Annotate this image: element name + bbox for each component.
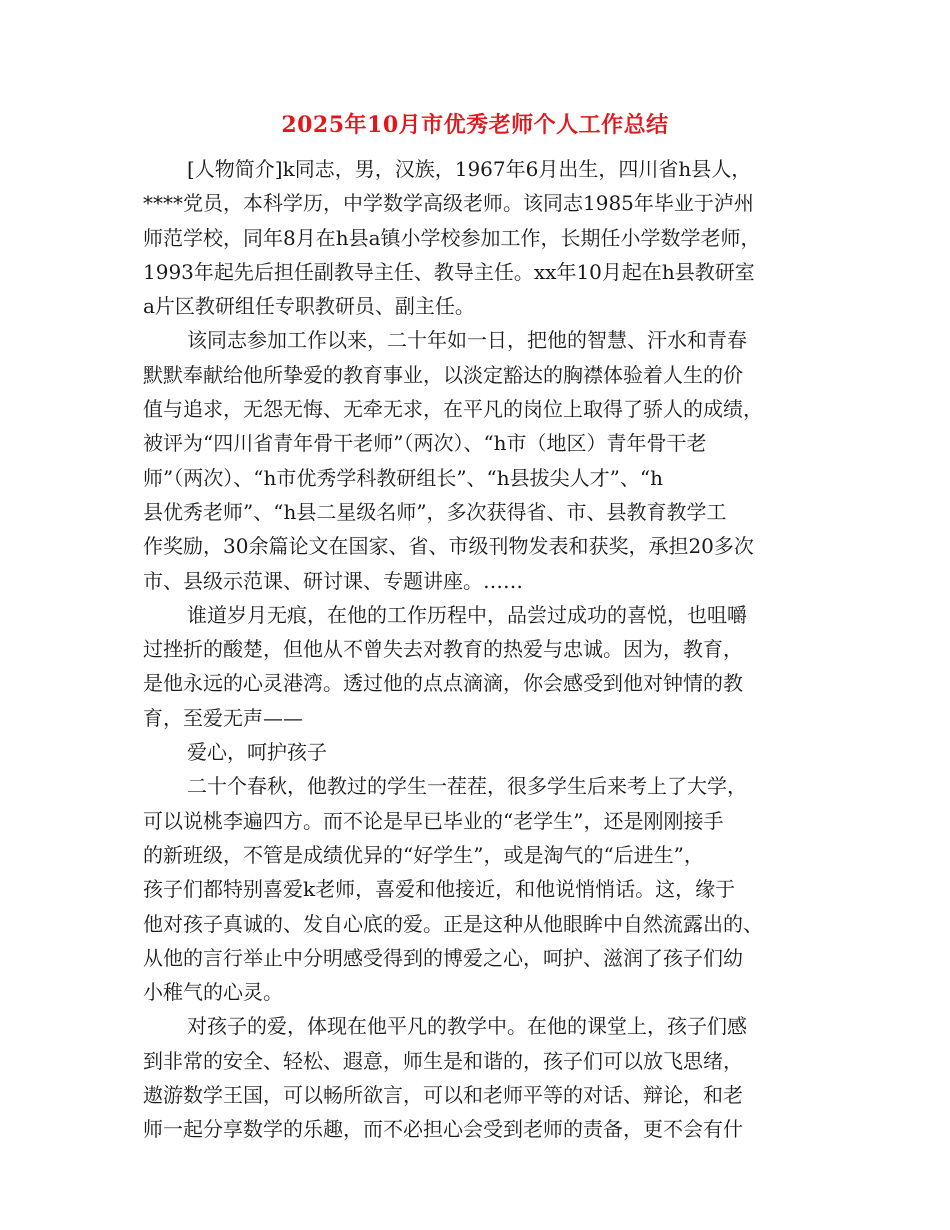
text-line: 默默奉献给他所挚爱的教育事业，以淡定豁达的胸襟体验着人生的价	[143, 362, 743, 387]
text-line: 小稚气的心灵。	[143, 980, 283, 1005]
text-line: 师范学校，同年8月在h县a镇小学校参加工作，长期任小学数学老师，	[143, 225, 761, 250]
text-line: 育，至爱无声——	[143, 705, 303, 730]
text-line: [人物简介]k同志，男，汉族，1967年6月出生，四川省h县人，	[187, 157, 752, 181]
text-line: 从他的言行举止中分明感受得到的博爱之心，呵护、滋润了孩子们幼	[143, 945, 743, 970]
text-line: a片区教研组任专职教研员、副主任。	[143, 294, 475, 319]
text-line: 二十个春秋，他教过的学生一茬茬，很多学生后来考上了大学，	[187, 774, 747, 799]
document-title: 2025年10月市优秀老师个人工作总结	[281, 112, 669, 138]
text-line: 师一起分享数学的乐趣，而不必担心会受到老师的责备，更不会有什	[143, 1117, 743, 1142]
text-line: 的新班级，不管是成绩优异的“好学生”，或是淘气的“后进生”，	[143, 842, 704, 867]
text-line: 县优秀老师”、“h县二星级名师”，多次获得省、市、县教育教学工	[143, 499, 727, 524]
text-line: 对孩子的爱，体现在他平凡的教学中。在他的课堂上，孩子们感	[187, 1014, 747, 1039]
text-line: 作奖励，30余篇论文在国家、省、市级刊物发表和获奖，承担20多次	[143, 534, 754, 559]
text-line: 到非常的安全、轻松、遐意，师生是和谐的，孩子们可以放飞思绪，	[143, 1048, 743, 1073]
text-line: 他对孩子真诚的、发自心底的爱。正是这种从他眼眸中自然流露出的、	[143, 911, 763, 936]
text-line: 可以说桃李遍四方。而不论是早已毕业的“老学生”，还是刚刚接手	[143, 808, 724, 833]
text-line: 该同志参加工作以来，二十年如一日，把他的智慧、汗水和青春	[187, 328, 747, 353]
text-line: 孩子们都特别喜爱k老师，喜爱和他接近，和他说悄悄话。这，缘于	[143, 877, 736, 902]
section-heading: 爱心，呵护孩子	[187, 740, 327, 765]
text-line: 师”（两次）、“h市优秀学科教研组长”、“h县拔尖人才”、“h	[143, 465, 663, 490]
text-line: 是他永远的心灵港湾。透过他的点点滴滴，你会感受到他对钟情的教	[143, 671, 743, 696]
text-line: 过挫折的酸楚，但他从不曾失去对教育的热爱与忠诚。因为，教育，	[143, 637, 743, 662]
text-line: 遨游数学王国，可以畅所欲言，可以和老师平等的对话、辩论，和老	[143, 1083, 743, 1108]
text-line: ****党员，本科学历，中学数学高级老师。该同志1985年毕业于泸州	[143, 191, 754, 216]
text-line: 市、县级示范课、研讨课、专题讲座。……	[143, 568, 523, 593]
text-line: 值与追求，无怨无悔、无牵无求，在平凡的岗位上取得了骄人的成绩，	[143, 397, 763, 422]
text-line: 被评为“四川省青年骨干老师”（两次）、“h市（地区）青年骨干老	[143, 431, 707, 456]
text-line: 1993年起先后担任副教导主任、教导主任。xx年10月起在h县教研室	[143, 259, 755, 284]
text-line: 谁道岁月无痕，在他的工作历程中，品尝过成功的喜悦，也咀嚼	[187, 602, 747, 627]
document-body	[143, 152, 815, 1147]
